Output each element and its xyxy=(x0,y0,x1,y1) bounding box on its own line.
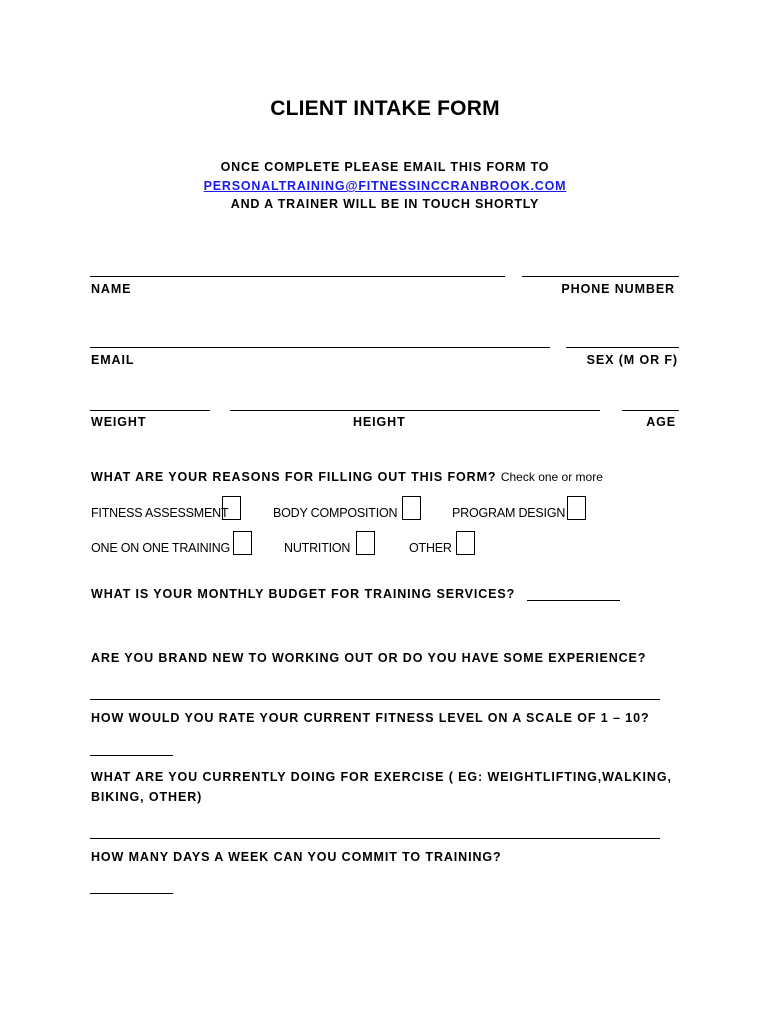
days-field-line[interactable] xyxy=(90,893,173,894)
budget-question: WHAT IS YOUR MONTHLY BUDGET FOR TRAINING SERVICES? xyxy=(91,587,516,601)
option-nutrition-label: NUTRITION xyxy=(284,541,351,555)
email-field-line[interactable] xyxy=(90,347,550,348)
phone-label: PHONE NUMBER xyxy=(561,282,675,296)
option-body-composition-checkbox[interactable] xyxy=(402,496,421,520)
age-label: AGE xyxy=(646,415,676,429)
option-nutrition-checkbox[interactable] xyxy=(356,531,375,555)
email-label: EMAIL xyxy=(91,353,135,367)
option-one-on-one-label: ONE ON ONE TRAINING xyxy=(91,541,231,555)
exercise-field-line[interactable] xyxy=(90,838,660,839)
reasons-hint: Check one or more xyxy=(500,470,603,484)
fitness-level-question: HOW WOULD YOU RATE YOUR CURRENT FITNESS LEVEL ON A SCALE OF 1 – 10? xyxy=(91,711,650,725)
reasons-question xyxy=(91,470,603,484)
option-one-on-one-checkbox[interactable] xyxy=(233,531,252,555)
experience-question: ARE YOU BRAND NEW TO WORKING OUT OR DO YOU HAVE SOME EXPERIENCE? xyxy=(91,651,647,665)
height-label: HEIGHT xyxy=(353,415,406,429)
name-label: NAME xyxy=(91,282,132,296)
weight-field-line[interactable] xyxy=(90,410,210,411)
budget-field-line[interactable] xyxy=(527,600,620,601)
email-link[interactable]: PERSONALTRAINING@FITNESSINCCRANBROOK.COM xyxy=(203,179,567,193)
phone-field-line[interactable] xyxy=(522,276,679,277)
name-field-line[interactable] xyxy=(90,276,505,277)
days-question: HOW MANY DAYS A WEEK CAN YOU COMMIT TO TRAINING? xyxy=(91,850,502,864)
experience-field-line[interactable] xyxy=(90,699,660,700)
reasons-question-text: WHAT ARE YOUR REASONS FOR FILLING OUT THIS FORM? xyxy=(91,470,497,484)
option-fitness-assessment-checkbox[interactable] xyxy=(222,496,241,520)
age-field-line[interactable] xyxy=(622,410,679,411)
option-fitness-assessment-label: FITNESS ASSESSMENT xyxy=(91,506,229,520)
sex-label: SEX (M OR F) xyxy=(586,353,678,367)
sex-field-line[interactable] xyxy=(566,347,679,348)
option-body-composition-label: BODY COMPOSITION xyxy=(273,506,398,520)
option-other-label: OTHER xyxy=(409,541,452,555)
instructions-line-3: AND A TRAINER WILL BE IN TOUCH SHORTLY xyxy=(230,197,540,211)
form-title: CLIENT INTAKE FORM xyxy=(270,97,500,120)
exercise-question-line-1: WHAT ARE YOU CURRENTLY DOING FOR EXERCISE ( EG: WEIGHTLIFTING,WALKING, xyxy=(91,770,672,784)
weight-label: WEIGHT xyxy=(91,415,147,429)
exercise-question-line-2: BIKING, OTHER) xyxy=(91,790,203,804)
option-program-design-label: PROGRAM DESIGN xyxy=(452,506,566,520)
option-other-checkbox[interactable] xyxy=(456,531,475,555)
height-field-line[interactable] xyxy=(230,410,600,411)
option-program-design-checkbox[interactable] xyxy=(567,496,586,520)
instructions-email-line xyxy=(0,179,770,193)
fitness-level-field-line[interactable] xyxy=(90,755,173,756)
instructions-line-1: ONCE COMPLETE PLEASE EMAIL THIS FORM TO xyxy=(220,160,550,174)
